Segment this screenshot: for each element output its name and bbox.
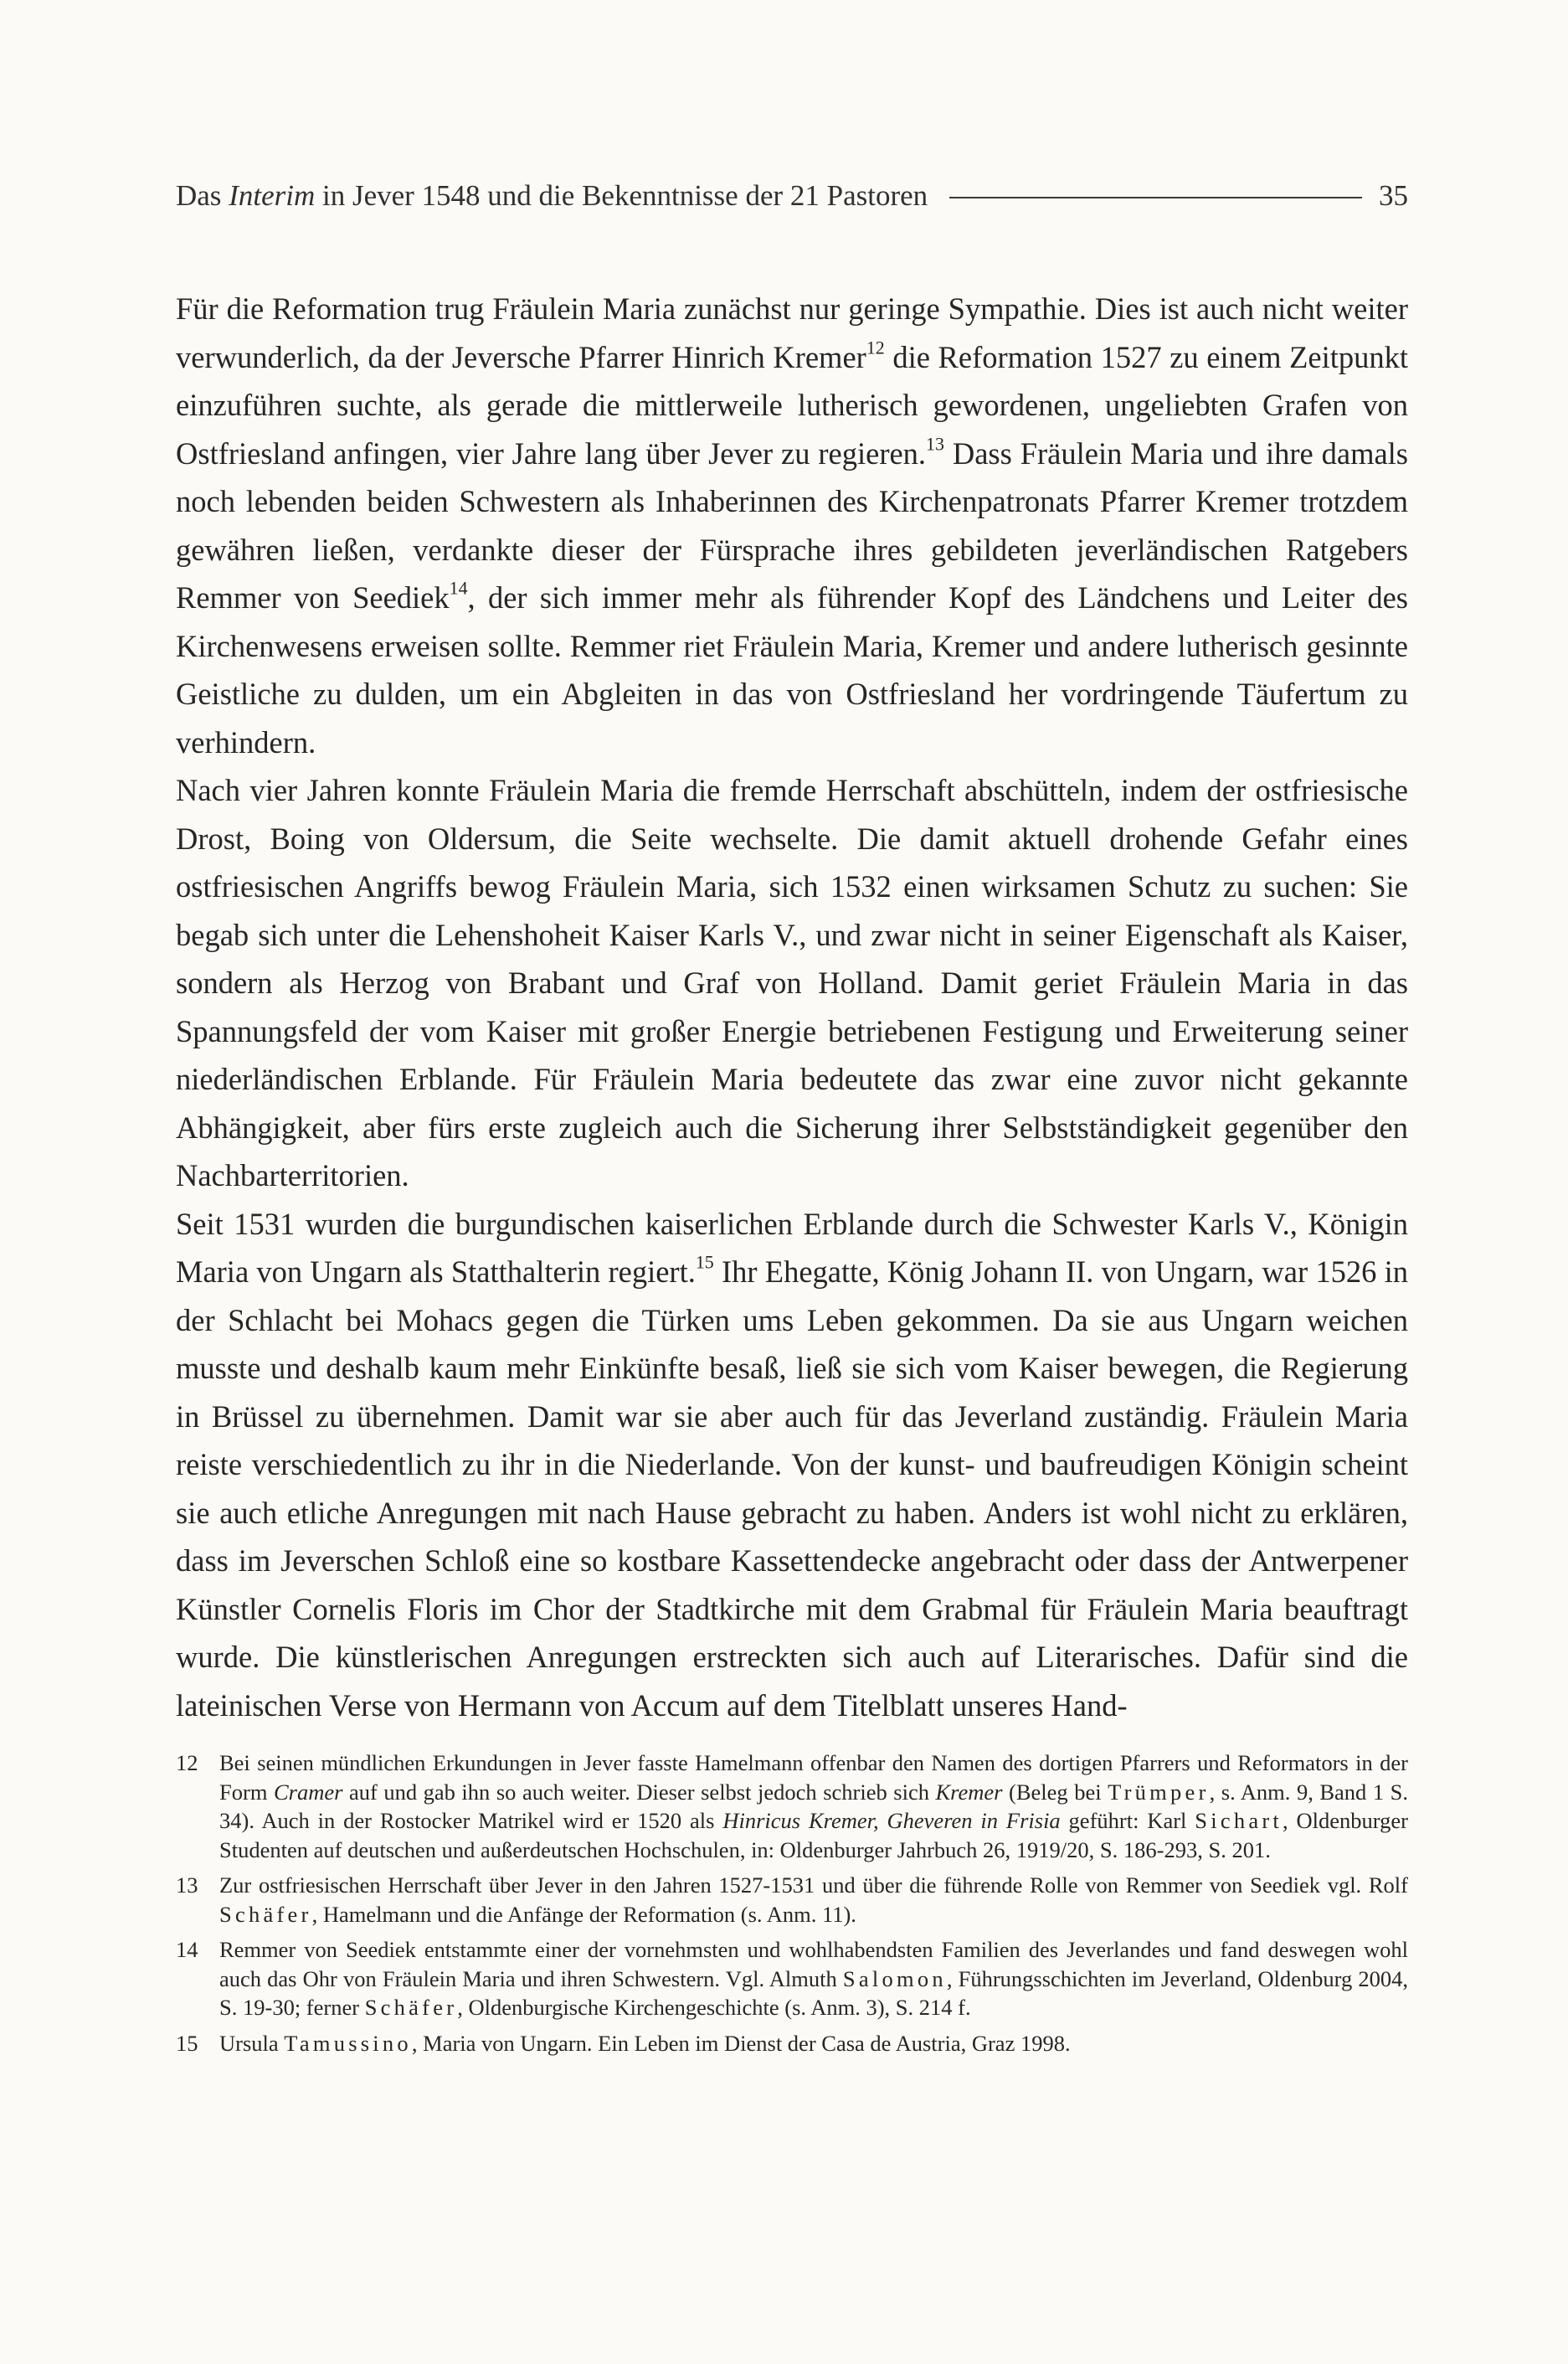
fn-spaced-author: Schäfer xyxy=(364,1995,458,2020)
fn-seg: Zur ostfriesischen Herrschaft über Jever in den Jahren 1527-1531 und über die führende Rolle von Remmer von Seediek vgl. Rolf xyxy=(219,1872,1408,1898)
footnote-14 xyxy=(176,1935,1408,2022)
footnotes xyxy=(176,1749,1408,2064)
footnote-12 xyxy=(176,1749,1408,1864)
p1-text-b: die Reformation 1527 zu einem Zeitpunkt einzuführen suchte, als gerade die mittlerweile lutherisch gewordenen, ungeliebten Grafen von Ostfriesland anfingen, vier Jahre lang über Jever zu regieren. xyxy=(176,339,1409,471)
footnote-number: 15 xyxy=(176,2030,198,2056)
p1-text-a: Für die Reformation trug Fräulein Maria zunächst nur geringe Sympathie. Dies ist auch nicht weiter verwunderlich, da der Jeversche Pfarrer Hinrich Kremer xyxy=(176,291,1408,374)
footnote-number: 12 xyxy=(176,1750,198,1775)
footnote-text xyxy=(219,1749,1408,1864)
p3-text-a: Seit 1531 wurden die burgundischen kaiserlichen Erblande durch die Schwester Karls V., Königin Maria von Ungarn als Statthalterin regiert. xyxy=(176,1206,1408,1289)
fn-italic: Kremer xyxy=(935,1779,1003,1805)
footnote-15 xyxy=(176,2029,1408,2058)
fn-italic: Cramer xyxy=(273,1779,343,1805)
fn-seg: , Führungsschichten im Jeverland, Oldenburg 2004, S. 19-30; ferner xyxy=(219,1965,1408,2020)
running-head-rule xyxy=(949,197,1362,198)
fn-spaced-author: Sichart xyxy=(1195,1808,1283,1833)
fn-seg: geführt: Karl xyxy=(1060,1808,1195,1833)
fn-spaced-author: Trümper xyxy=(1108,1779,1210,1805)
fn-seg: , Hamelmann und die Anfänge der Reformation (s. Anm. 11). xyxy=(311,1901,856,1927)
footnote-text xyxy=(219,1871,1408,1929)
fn-spaced-author: Tamussino xyxy=(284,2030,412,2056)
footnote-ref-12[interactable]: 12 xyxy=(866,337,885,358)
footnote-text xyxy=(219,2029,1408,2058)
footnote-ref-15[interactable]: 15 xyxy=(695,1251,714,1273)
fn-spaced-author: Schäfer xyxy=(219,1901,312,1927)
fn-seg: Bei seinen mündlichen Erkundungen in Jever fasste Hamelmann offenbar den Namen des dortigen Pfarrers und Reformators in der Form xyxy=(219,1750,1408,1805)
fn-seg: auf und gab ihn so auch weiter. Dieser selbst jedoch schrieb sich xyxy=(342,1779,936,1805)
running-head xyxy=(176,174,1408,218)
footnote-text xyxy=(219,1935,1408,2022)
fn-seg: Ursula xyxy=(219,2030,285,2056)
p1-text-d: , der sich immer mehr als führender Kopf des Ländchens und Leiter des Kirchenwesens erweisen sollte. Remmer riet Fräulein Maria, Kremer und andere lutherisch gesinnte Geistliche zu dulden, um ein Abgleiten in das von Ostfriesland her vordringende Täufertum zu verhindern. xyxy=(176,580,1408,760)
running-head-italic: Interim xyxy=(229,179,316,212)
running-head-title: in Jever 1548 und die Bekenntnisse der 21 Pastoren xyxy=(315,179,928,212)
fn-seg: , Oldenburger Studenten auf deutschen und außerdeutschen Hochschulen, in: Oldenburger Jahrbuch 26, 1919/20, S. 186-293, S. 201. xyxy=(219,1808,1408,1862)
p3-text-b: Ihr Ehegatte, König Johann II. von Ungarn, war 1526 in der Schlacht bei Mohacs gegen die Türken ums Leben gekommen. Da sie aus Ungarn weichen musste und deshalb kaum mehr Einkünfte besaß, ließ sie sich vom Kaiser bewegen, die Regierung in Brüssel zu übernehmen. Damit war sie aber auch für das Jeverland zuständig. Fräulein Maria reiste verschiedentlich zu ihr in die Niederlande. Von der kunst- und baufreudigen Königin scheint sie auch etliche Anregungen mit nach Hause gebracht zu haben. Anders ist wohl nicht zu erklären, dass im Jeverschen Schloß eine so kostbare Kassettendecke angebracht oder dass der Antwerpener Künstler Cornelis Floris im Chor der Stadtkirche mit dem Grabmal für Fräulein Maria beauftragt wurde. Die künstlerischen Anregungen erstreckten sich auch auf Literarisches. Dafür sind die lateinischen Verse von Hermann von Accum auf dem Titelblatt unseres Hand- xyxy=(176,1254,1408,1723)
paragraph-3 xyxy=(176,1200,1408,1730)
fn-italic: Hinricus Kremer, Gheveren in Frisia xyxy=(722,1808,1061,1833)
page-number: 35 xyxy=(1379,179,1408,212)
p1-text-c: Dass Fräulein Maria und ihre damals noch lebenden beiden Schwestern als Inhaberinnen des Kirchenpatronats Pfarrer Kremer trotzdem gewähren ließen, verdankte dieser der Fürsprache ihres gebildeten jeverländischen Ratgebers Remmer von Seediek xyxy=(176,435,1409,615)
fn-seg: Remmer von Seediek entstammte einer der vornehmsten und wohlhabendsten Familien des Jeverlandes und fand deswegen wohl auch das Ohr von Fräulein Maria und ihren Schwestern. Vgl. Almuth xyxy=(219,1937,1408,1991)
fn-spaced-author: Salomon xyxy=(842,1965,947,1991)
fn-seg: , s. Anm. 9, Band 1 S. 34). Auch in der Rostocker Matrikel wird er 1520 als xyxy=(219,1779,1408,1833)
paragraph-2: Nach vier Jahren konnte Fräulein Maria die fremde Herrschaft abschütteln, indem der ostfriesische Drost, Boing von Oldersum, die Seite wechselte. Die damit aktuell drohende Gefahr eines ostfriesischen Angriffs bewog Fräulein Maria, sich 1532 einen wirksamen Schutz zu suchen: Sie begab sich unter die Lehenshoheit Kaiser Karls V., und zwar nicht in seiner Eigenschaft als Kaiser, sondern als Herzog von Brabant und Graf von Holland. Damit geriet Fräulein Maria in das Spannungsfeld der vom Kaiser mit großer Energie betriebenen Festigung und Erweiterung seiner niederländischen Erblande. Für Fräulein Maria bedeutete das zwar eine zuvor nicht gekannte Abhängigkeit, aber fürs erste zugleich auch die Sicherung ihrer Selbstständigkeit gegenüber den Nachbarterritorien. xyxy=(176,773,1408,1192)
footnote-ref-13[interactable]: 13 xyxy=(926,433,944,455)
fn-seg: , Maria von Ungarn. Ein Leben im Dienst der Casa de Austria, Graz 1998. xyxy=(411,2030,1071,2056)
footnote-number: 14 xyxy=(176,1937,198,1962)
footnote-13 xyxy=(176,1871,1408,1929)
body-text xyxy=(176,285,1408,1729)
paragraph-1 xyxy=(176,285,1408,766)
fn-seg: , Oldenburgische Kirchengeschichte (s. Anm. 3), S. 214 f. xyxy=(457,1995,971,2020)
footnote-ref-14[interactable]: 14 xyxy=(449,577,468,599)
footnote-number: 13 xyxy=(176,1872,198,1898)
fn-seg: (Beleg bei xyxy=(1002,1779,1108,1805)
running-head-prefix: Das xyxy=(176,179,229,212)
